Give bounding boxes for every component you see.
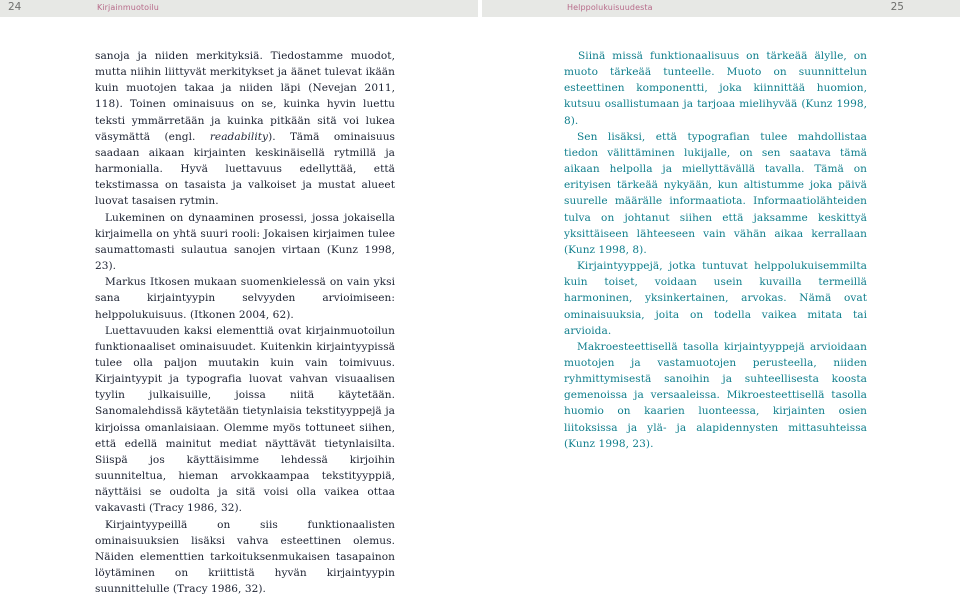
italic-term: readability [209, 130, 269, 143]
left-page-header [0, 0, 478, 17]
right-page-number: 25 [890, 1, 904, 13]
right-running-head: Helppolukuisuudesta [567, 3, 653, 12]
body-paragraph: Luettavuuden kaksi elementtiä ovat kirjainmuotoilun funktionaaliset ominaisuudet. Kuitenkin kirjaintyypissä tulee olla paljon muutakin kuin vain toimivuus. Kirjaintyypit ja typografia luovat vahvan visuaalisen tyylin julkaisuille, joissa niitä käytetään. Sanomalehdissä käytetään tietynlaisia tekstityyppejä ja kirjoissa omanlaisiaan. Olemme myös tottuneet siihen, että edellä mainitut mediat näyttävät tietynlaisilta. Siispä jos käyttäisimme lehdessä kirjoihin suunniteltua, hieman arvokkaampaa tekstityyppiä, näyttäisi se oudolta ja sitä voisi olla vaikea ottaa vakavasti (Tracy 1986, 32). [95, 324, 395, 515]
body-paragraph: Kirjaintyyppejä, jotka tuntuvat helppolukuisemmilta kuin toiset, voidaan usein kuvailla termeillä harmoninen, yksinkertainen, arvokas. Nämä ovat ominaisuuksia, joita on todella vaikea mitata tai arvioida. [564, 260, 867, 337]
paragraph-text: sanoja ja niiden merkityksiä. Tiedostamme muodot, mutta niihin liittyvät merkitykset ja äänet tulevat ikään kuin muotojen takaa ja niiden läpi (Nevejan 2011, 118). Toinen ominaisuus on se, kuinka hyvin luettu teksti ymmärretään ja kuinka pitkään sitä voi lukea väsymättä (engl. [95, 50, 395, 143]
left-page-body [95, 48, 395, 597]
header-gutter [479, 0, 481, 17]
right-page-header [482, 0, 960, 17]
body-paragraph: Lukeminen on dynaaminen prosessi, jossa jokaisella kirjaimella on yhtä suuri rooli: Jokaisen kirjaimen tulee saumattomasti sulautua sanojen virtaan (Kunz 1998, 23). [95, 211, 395, 273]
left-page-number: 24 [8, 1, 22, 13]
body-paragraph: Kirjaintyypeillä on siis funktionaalisten ominaisuuksien lisäksi vahva esteettinen olemus. Näiden elementtien tarkoituksenmukaisen tasapainon löytäminen on kriittistä hyvän kirjaintyypin suunnittelulle (Tracy 1986, 32). [95, 518, 395, 596]
paragraph-text: ). Tämä ominaisuus saadaan aikaan kirjainten keskinäisellä rytmillä ja harmonialla. Hyvä luettavuus edellyttää, että tekstimassa on tasaista ja valkoiset ja mustat alueet luovat tasaisen rytmin. [95, 130, 395, 208]
body-paragraph [95, 48, 395, 210]
right-page-body [564, 48, 867, 452]
body-paragraph: Makroesteettisellä tasolla kirjaintyyppejä arvioidaan muotojen ja vastamuotojen perusteella, niiden ryhmittymisestä sanoihin ja suhteellisesta koosta gemenoissa ja versaaleissa. Mikroesteettisellä tasolla huomio on kaarien luonteessa, kirjainten osien liitoksissa ja ylä- ja alapidennysten mittasuhteissa (Kunz 1998, 23). [564, 340, 867, 450]
body-paragraph: Siinä missä funktionaalisuus on tärkeää älylle, on muoto tärkeää tunteelle. Muoto on suunnittelun esteettinen komponentti, joka kiinnittää huomion, kutsuu osallistumaan ja tarjoaa mielihyvää (Kunz 1998, 8). [564, 50, 867, 127]
body-paragraph: Sen lisäksi, että typografian tulee mahdollistaa tiedon välittäminen lukijalle, on sen saatava tämä aikaan helpolla ja miellyttävällä tavalla. Tämä on erityisen tärkeää nykyään, kun altistumme joka päivä suurelle määrälle informaatiota. Informaatiolähteiden tulva on johtanut siihen että jaksamme keskittyä yksittäiseen lähteeseen vain vähän aikaa kerrallaan (Kunz 1998, 8). [564, 130, 867, 256]
body-paragraph: Markus Itkosen mukaan suomenkielessä on vain yksi sana kirjaintyypin selvyyden arvioimiseen: helppolukuisuus. (Itkonen 2004, 62). [95, 276, 395, 321]
left-running-head: Kirjainmuotoilu [97, 3, 159, 12]
